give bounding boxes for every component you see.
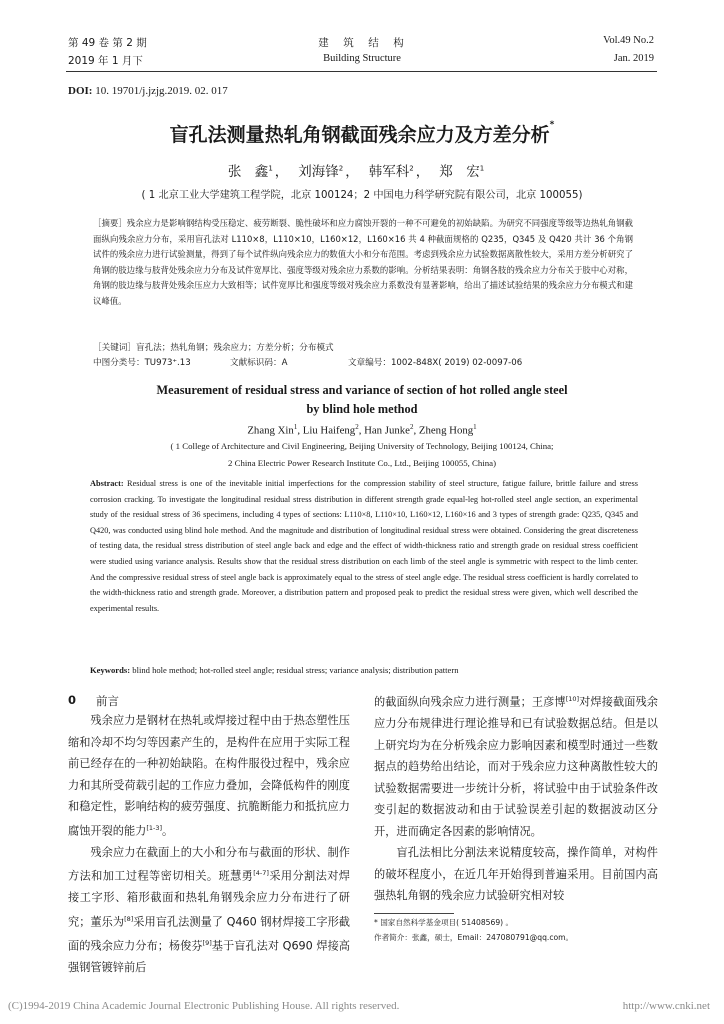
abstract-en-text: Residual stress is one of the inevitable initial imperfections for the compression stability of steel structure, fatigue failure, brittle failure and stress corrosion cracking. To investigate the longitudinal residual stress distribution in different strength grade equal-leg hot-rolled steel angle section, an experimental study of the residual stress of 36 specimens, including 4 types of sections: L110×8, L110×10, L160×12, L160×16 and 3 types of strength grade: Q235, Q345 and Q420, was conducted using blind hole method. And the magnitude and distribution of longitudinal residual stress were obtained. Considering the great discreteness of testing data, the residual stress distribution of steel angle back and edge and the effect of width-thickness ratio and strength grade on residual stress coefficient were studied using variance analysis. Results show that the residual stress distribution on each limb of the steel angle is symmetric with respect to the limb center. And the compressive residual stress of steel angle back is approximately equal to the stress of steel angle edge. The residual stress coefficient is hardly correlated to the width-thickness ratio and strength grade. Moreover, a distribution pattern and proposed peak to predict the residual stress were given, which well described the experimental results. — [90, 479, 639, 613]
author-affiliation-mark: 1 — [473, 423, 477, 431]
citation: [10] — [565, 695, 580, 703]
authors-en — [0, 423, 724, 437]
para-text: 基于盲孔法对 Q690 焊接高强钢管镀锌前后 — [68, 939, 350, 975]
paragraph — [68, 842, 350, 979]
header-rule — [66, 71, 657, 72]
body-left-column — [68, 710, 350, 979]
author-affiliation-mark: 2 — [355, 423, 359, 431]
copyright-watermark: (C)1994-2019 China Academic Journal Electronic Publishing House. All rights reserved. — [8, 1000, 400, 1012]
footnote-author: 作者简介：张鑫，硕士，Email：247080791@qq.com。 — [374, 933, 574, 942]
journal-date-en: Jan. 2019 — [613, 53, 654, 64]
body-right-column — [374, 689, 658, 907]
footnote-rule — [374, 913, 454, 914]
para-text: 盲孔法相比分割法来说精度较高，操作简单，对构件的破坏程度小，在近几年开始得到普遍采用。目前国内高强热轧角钢的残余应力试验研究相对较 — [374, 846, 658, 903]
journal-volume: 第 49 卷 第 2 期 — [68, 37, 147, 49]
affiliation-en-line1: ( 1 College of Architecture and Civil Engineering, Beijing University of Technology, Beijing 100124, China; — [170, 441, 554, 451]
title-footnote-mark: * — [549, 120, 555, 130]
journal-name-en: Building Structure — [323, 53, 401, 64]
author-name: 张 鑫 — [227, 164, 269, 180]
journal-volume-en: Vol.49 No.2 — [603, 35, 654, 46]
paper-title-cn — [0, 120, 724, 147]
author-separator: , — [358, 424, 365, 437]
abstract-cn — [93, 216, 633, 309]
author-name: 韩军科 — [368, 164, 410, 180]
para-text: 采用分割法对焊接工字形、箱形截面和热轧角钢残余应力分布进行了研究；董乐为 — [68, 869, 350, 929]
section-number: 0 — [68, 693, 77, 707]
author-separator: ， — [345, 164, 359, 180]
abstract-cn-text: 残余应力是影响钢结构受压稳定、疲劳断裂、脆性破坏和应力腐蚀开裂的一种不可避免的初始缺陷。为研究不同强度等级等边热轧角钢截面纵向残余应力分布，采用盲孔法对 L110×8，L110×10，L160×12，L160×16 共 4 种截面规格的 Q235，Q345 及 Q420 共计 36 个角钢试件的残余应力进行试验测量，得到了每个试件纵向残余应力的数值大小和分布范围。考虑到残余应力试验数据离散性较大，采用方差分析研究了角钢的肢边缘与肢背处残余应力分布及试件宽厚比、强度等级对残余应力系数的影响。分析结果表明：角钢各肢的残余应力分布关于肢中心对称，角钢的肢边缘与肢背处残余压应力大致相等；试件宽厚比和强度等级对残余应力系数没有显著影响，给出了描述试验结果的残余应力分布模式和建议峰值。 — [93, 218, 634, 306]
abstract-en — [90, 476, 638, 616]
author-affiliation-mark: 1 — [268, 164, 273, 173]
keywords-en-label: Keywords: — [90, 665, 131, 675]
keywords-en — [90, 665, 459, 675]
citation: [8] — [124, 914, 134, 923]
citation: [1-3] — [146, 823, 163, 832]
author-name: 刘海锋 — [298, 164, 339, 180]
paragraph — [374, 842, 658, 907]
keywords-cn — [93, 341, 334, 353]
author-affiliation-mark: 2 — [409, 164, 414, 173]
authors-cn — [0, 160, 724, 180]
author-separator: , — [413, 424, 419, 437]
keywords-cn-text: 盲孔法；热轧角钢；残余应力；方差分析；分布模式 — [135, 343, 334, 353]
affiliation-cn: ( 1 北京工业大学建筑工程学院，北京 100124；2 中国电力科学研究院有限公司，北京 100055) — [141, 190, 583, 201]
paragraph — [374, 689, 658, 842]
paper-title-en-line1: Measurement of residual stress and variance of section of hot rolled angle steel — [156, 383, 568, 397]
citation: [9] — [202, 939, 212, 948]
paragraph — [68, 710, 350, 842]
author-name: Han Junke — [364, 424, 410, 437]
para-text: 对焊接截面残余应力分布规律进行理论推导和已有试验数据总结。但是以上研究均为在分析残余应力影响因素和模型时通过一些数据点的趋势给出结论，而对于残余应力这种离散性较大的试验数据需要进一步统计分析，将试验中由于试验条件改变引起的数据波动和由于试验误差引起的数据波动区分开，进而确定各因素的影响情况。 — [374, 695, 658, 838]
author-affiliation-mark: 1 — [293, 423, 298, 431]
cnki-watermark: http://www.cnki.net — [622, 1000, 710, 1012]
author-affiliation-mark: 1 — [479, 164, 485, 173]
author-name: 郑 宏 — [439, 164, 480, 180]
author-separator: , — [297, 424, 303, 437]
para-end: 。 — [162, 824, 174, 838]
author-affiliation-mark: 2 — [409, 423, 414, 431]
author-affiliation-mark: 2 — [338, 164, 344, 173]
article-number: 文章编号：1002-848X( 2019) 02-0097-06 — [348, 358, 523, 368]
author-name: Liu Haifeng — [302, 424, 356, 437]
author-separator: ， — [274, 164, 289, 180]
para-text: 的截面纵向残余应力进行测量；王彦博 — [374, 695, 566, 709]
section-title: 前言 — [96, 694, 119, 708]
author-name: Zhang Xin — [247, 424, 294, 437]
clc-number: 中图分类号：TU973⁺.13 — [93, 358, 191, 368]
document-code: 文献标识码：A — [230, 358, 288, 368]
journal-name-cn: 建 筑 结 构 — [318, 37, 406, 49]
keywords-en-text: blind hole method; hot-rolled steel angle; residual stress; variance analysis; distribution pattern — [132, 665, 459, 675]
journal-date: 2019 年 1 月下 — [68, 55, 143, 67]
citation: [4-7] — [253, 869, 269, 878]
doi-label: DOI: — [68, 85, 93, 97]
para-text: 采用盲孔法测量了 Q460 钢材焊接工字形截面的残余应力分布；杨俊芬 — [68, 915, 350, 953]
title-text: 盲孔法测量热轧角钢截面残余应力及方差分析 — [169, 124, 550, 146]
para-text: 残余应力在截面上的大小和分布与截面的形状、制作方法和加工过程等密切相关。班慧勇 — [68, 845, 350, 883]
footnote-fund: * 国家自然科学基金项目( 51408569) 。 — [374, 918, 514, 927]
abstract-cn-label: ［摘要］ — [93, 218, 127, 228]
keywords-cn-label: ［关键词］ — [93, 343, 136, 353]
affiliation-en-line2: 2 China Electric Power Research Institute Co., Ltd., Beijing 100055, China) — [227, 458, 496, 468]
para-text: 残余应力是钢材在热轧或焊接过程中由于热态塑性压缩和冷却不均匀等因素产生的，是构件在应用于实际工程前已经存在的一种初始缺陷。在构件服役过程中，残余应力和其所受荷载引起的工作应力叠加，会降低构件的刚度和稳定性，影响结构的疲劳强度、抗脆断能力和抵抗应力腐蚀开裂的能力 — [68, 714, 350, 838]
abstract-en-label: Abstract: — [90, 479, 124, 488]
author-name: Zheng Hong — [418, 424, 474, 437]
doi — [68, 85, 228, 97]
doi-value: 10. 19701/j.jzjg.2019. 02. 017 — [95, 85, 228, 97]
author-separator: ， — [415, 164, 430, 180]
paper-title-en-line2: by blind hole method — [306, 402, 418, 416]
